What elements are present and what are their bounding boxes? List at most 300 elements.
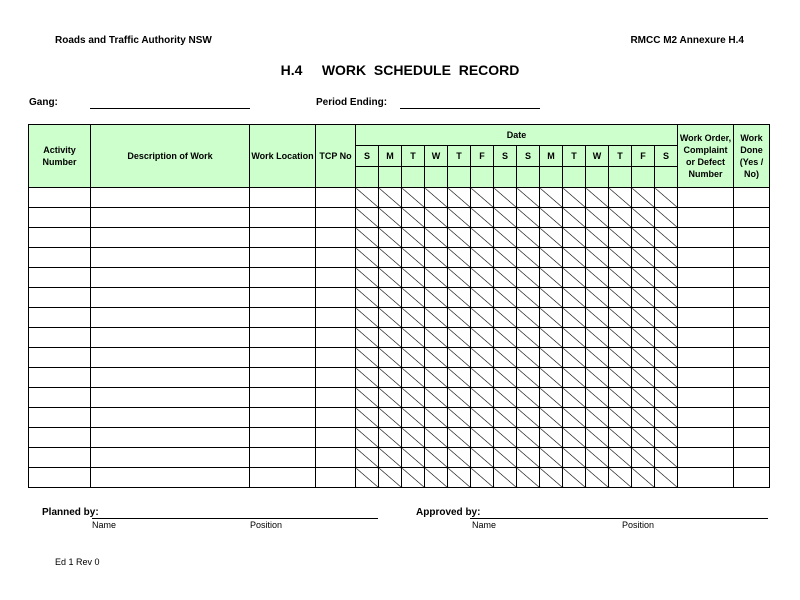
tcp-no-cell[interactable] xyxy=(316,408,356,428)
work-done-cell[interactable] xyxy=(734,368,770,388)
tcp-no-cell[interactable] xyxy=(316,348,356,368)
work-order-cell[interactable] xyxy=(678,368,734,388)
day-cell[interactable] xyxy=(586,348,609,368)
day-cell[interactable] xyxy=(448,408,471,428)
day-cell[interactable] xyxy=(517,248,540,268)
work-order-cell[interactable] xyxy=(678,408,734,428)
work-order-cell[interactable] xyxy=(678,188,734,208)
day-cell[interactable] xyxy=(632,368,655,388)
day-cell[interactable] xyxy=(356,348,379,368)
work-location-cell[interactable] xyxy=(250,468,316,488)
gang-field[interactable] xyxy=(90,108,250,109)
day-cell[interactable] xyxy=(655,288,678,308)
activity-number-cell[interactable] xyxy=(29,248,91,268)
day-cell[interactable] xyxy=(517,408,540,428)
day-cell[interactable] xyxy=(471,408,494,428)
day-cell[interactable] xyxy=(655,388,678,408)
work-done-cell[interactable] xyxy=(734,348,770,368)
period-ending-field[interactable] xyxy=(400,108,540,109)
day-cell[interactable] xyxy=(379,408,402,428)
day-cell[interactable] xyxy=(632,268,655,288)
day-cell[interactable] xyxy=(540,288,563,308)
day-cell[interactable] xyxy=(471,348,494,368)
day-cell[interactable] xyxy=(448,388,471,408)
day-cell[interactable] xyxy=(609,308,632,328)
day-cell[interactable] xyxy=(540,248,563,268)
work-location-cell[interactable] xyxy=(250,328,316,348)
day-cell[interactable] xyxy=(356,428,379,448)
day-cell[interactable] xyxy=(425,348,448,368)
day-cell[interactable] xyxy=(540,228,563,248)
work-order-cell[interactable] xyxy=(678,448,734,468)
activity-number-cell[interactable] xyxy=(29,408,91,428)
day-cell[interactable] xyxy=(563,248,586,268)
day-cell[interactable] xyxy=(425,208,448,228)
day-cell[interactable] xyxy=(471,228,494,248)
activity-number-cell[interactable] xyxy=(29,468,91,488)
day-cell[interactable] xyxy=(402,468,425,488)
day-cell[interactable] xyxy=(356,408,379,428)
work-order-cell[interactable] xyxy=(678,328,734,348)
day-cell[interactable] xyxy=(494,448,517,468)
day-cell[interactable] xyxy=(655,188,678,208)
day-cell[interactable] xyxy=(494,428,517,448)
day-cell[interactable] xyxy=(609,408,632,428)
day-cell[interactable] xyxy=(425,268,448,288)
day-cell[interactable] xyxy=(448,328,471,348)
description-cell[interactable] xyxy=(91,368,250,388)
day-cell[interactable] xyxy=(517,188,540,208)
work-done-cell[interactable] xyxy=(734,288,770,308)
work-done-cell[interactable] xyxy=(734,468,770,488)
day-cell[interactable] xyxy=(563,388,586,408)
day-cell[interactable] xyxy=(494,208,517,228)
description-cell[interactable] xyxy=(91,468,250,488)
day-cell[interactable] xyxy=(471,208,494,228)
tcp-no-cell[interactable] xyxy=(316,308,356,328)
day-cell[interactable] xyxy=(425,388,448,408)
day-cell[interactable] xyxy=(448,308,471,328)
day-cell[interactable] xyxy=(632,208,655,228)
work-order-cell[interactable] xyxy=(678,468,734,488)
day-cell[interactable] xyxy=(517,368,540,388)
day-cell[interactable] xyxy=(609,348,632,368)
work-done-cell[interactable] xyxy=(734,208,770,228)
day-cell[interactable] xyxy=(379,448,402,468)
day-cell[interactable] xyxy=(494,348,517,368)
day-cell[interactable] xyxy=(425,248,448,268)
activity-number-cell[interactable] xyxy=(29,188,91,208)
work-location-cell[interactable] xyxy=(250,228,316,248)
day-cell[interactable] xyxy=(586,408,609,428)
activity-number-cell[interactable] xyxy=(29,228,91,248)
work-location-cell[interactable] xyxy=(250,388,316,408)
day-cell[interactable] xyxy=(494,268,517,288)
day-cell[interactable] xyxy=(402,288,425,308)
activity-number-cell[interactable] xyxy=(29,288,91,308)
activity-number-cell[interactable] xyxy=(29,428,91,448)
day-cell[interactable] xyxy=(655,308,678,328)
day-cell[interactable] xyxy=(448,448,471,468)
day-cell[interactable] xyxy=(632,288,655,308)
work-order-cell[interactable] xyxy=(678,308,734,328)
activity-number-cell[interactable] xyxy=(29,268,91,288)
day-cell[interactable] xyxy=(448,288,471,308)
day-cell[interactable] xyxy=(402,388,425,408)
day-cell[interactable] xyxy=(425,328,448,348)
day-cell[interactable] xyxy=(356,248,379,268)
day-cell[interactable] xyxy=(402,208,425,228)
day-cell[interactable] xyxy=(563,228,586,248)
activity-number-cell[interactable] xyxy=(29,388,91,408)
work-done-cell[interactable] xyxy=(734,408,770,428)
day-cell[interactable] xyxy=(517,328,540,348)
day-cell[interactable] xyxy=(586,468,609,488)
day-cell[interactable] xyxy=(448,208,471,228)
day-cell[interactable] xyxy=(517,348,540,368)
day-cell[interactable] xyxy=(494,308,517,328)
day-cell[interactable] xyxy=(448,428,471,448)
work-location-cell[interactable] xyxy=(250,408,316,428)
day-cell[interactable] xyxy=(471,268,494,288)
day-cell[interactable] xyxy=(563,328,586,348)
description-cell[interactable] xyxy=(91,228,250,248)
day-cell[interactable] xyxy=(494,188,517,208)
day-cell[interactable] xyxy=(425,308,448,328)
day-cell[interactable] xyxy=(655,348,678,368)
work-order-cell[interactable] xyxy=(678,288,734,308)
day-cell[interactable] xyxy=(586,388,609,408)
day-cell[interactable] xyxy=(632,308,655,328)
day-cell[interactable] xyxy=(471,308,494,328)
day-cell[interactable] xyxy=(379,308,402,328)
day-cell[interactable] xyxy=(540,208,563,228)
day-cell[interactable] xyxy=(494,248,517,268)
day-cell[interactable] xyxy=(356,268,379,288)
day-cell[interactable] xyxy=(402,228,425,248)
day-cell[interactable] xyxy=(540,468,563,488)
day-cell[interactable] xyxy=(540,348,563,368)
tcp-no-cell[interactable] xyxy=(316,188,356,208)
day-cell[interactable] xyxy=(379,388,402,408)
day-cell[interactable] xyxy=(563,448,586,468)
day-cell[interactable] xyxy=(379,208,402,228)
work-location-cell[interactable] xyxy=(250,368,316,388)
day-cell[interactable] xyxy=(563,368,586,388)
activity-number-cell[interactable] xyxy=(29,368,91,388)
day-cell[interactable] xyxy=(540,268,563,288)
day-cell[interactable] xyxy=(471,428,494,448)
day-cell[interactable] xyxy=(609,428,632,448)
work-location-cell[interactable] xyxy=(250,348,316,368)
day-cell[interactable] xyxy=(655,268,678,288)
activity-number-cell[interactable] xyxy=(29,308,91,328)
day-cell[interactable] xyxy=(402,408,425,428)
day-cell[interactable] xyxy=(356,288,379,308)
work-done-cell[interactable] xyxy=(734,308,770,328)
tcp-no-cell[interactable] xyxy=(316,288,356,308)
day-cell[interactable] xyxy=(494,368,517,388)
work-location-cell[interactable] xyxy=(250,188,316,208)
day-cell[interactable] xyxy=(471,448,494,468)
day-cell[interactable] xyxy=(655,368,678,388)
work-done-cell[interactable] xyxy=(734,388,770,408)
day-cell[interactable] xyxy=(517,208,540,228)
work-location-cell[interactable] xyxy=(250,288,316,308)
description-cell[interactable] xyxy=(91,448,250,468)
day-cell[interactable] xyxy=(379,348,402,368)
description-cell[interactable] xyxy=(91,248,250,268)
day-cell[interactable] xyxy=(379,328,402,348)
day-cell[interactable] xyxy=(379,468,402,488)
tcp-no-cell[interactable] xyxy=(316,448,356,468)
day-cell[interactable] xyxy=(356,228,379,248)
day-cell[interactable] xyxy=(517,388,540,408)
description-cell[interactable] xyxy=(91,428,250,448)
day-cell[interactable] xyxy=(425,368,448,388)
tcp-no-cell[interactable] xyxy=(316,428,356,448)
tcp-no-cell[interactable] xyxy=(316,368,356,388)
tcp-no-cell[interactable] xyxy=(316,228,356,248)
planned-by-field[interactable] xyxy=(92,518,378,519)
day-cell[interactable] xyxy=(402,308,425,328)
day-cell[interactable] xyxy=(402,248,425,268)
description-cell[interactable] xyxy=(91,208,250,228)
day-cell[interactable] xyxy=(402,188,425,208)
activity-number-cell[interactable] xyxy=(29,448,91,468)
day-cell[interactable] xyxy=(632,248,655,268)
day-cell[interactable] xyxy=(425,288,448,308)
day-cell[interactable] xyxy=(448,248,471,268)
work-done-cell[interactable] xyxy=(734,428,770,448)
work-done-cell[interactable] xyxy=(734,248,770,268)
day-cell[interactable] xyxy=(379,228,402,248)
work-location-cell[interactable] xyxy=(250,208,316,228)
day-cell[interactable] xyxy=(632,448,655,468)
day-cell[interactable] xyxy=(586,268,609,288)
day-cell[interactable] xyxy=(609,388,632,408)
day-cell[interactable] xyxy=(448,468,471,488)
day-cell[interactable] xyxy=(540,408,563,428)
day-cell[interactable] xyxy=(379,268,402,288)
day-cell[interactable] xyxy=(448,228,471,248)
day-cell[interactable] xyxy=(563,428,586,448)
day-cell[interactable] xyxy=(655,448,678,468)
day-cell[interactable] xyxy=(655,408,678,428)
work-location-cell[interactable] xyxy=(250,268,316,288)
day-cell[interactable] xyxy=(563,268,586,288)
day-cell[interactable] xyxy=(655,428,678,448)
day-cell[interactable] xyxy=(586,448,609,468)
day-cell[interactable] xyxy=(517,288,540,308)
day-cell[interactable] xyxy=(586,368,609,388)
day-cell[interactable] xyxy=(448,368,471,388)
work-done-cell[interactable] xyxy=(734,188,770,208)
day-cell[interactable] xyxy=(632,228,655,248)
day-cell[interactable] xyxy=(494,288,517,308)
work-order-cell[interactable] xyxy=(678,388,734,408)
day-cell[interactable] xyxy=(632,468,655,488)
work-order-cell[interactable] xyxy=(678,348,734,368)
day-cell[interactable] xyxy=(586,248,609,268)
day-cell[interactable] xyxy=(425,408,448,428)
day-cell[interactable] xyxy=(471,248,494,268)
tcp-no-cell[interactable] xyxy=(316,248,356,268)
description-cell[interactable] xyxy=(91,188,250,208)
day-cell[interactable] xyxy=(425,188,448,208)
day-cell[interactable] xyxy=(425,228,448,248)
day-cell[interactable] xyxy=(402,348,425,368)
day-cell[interactable] xyxy=(425,428,448,448)
tcp-no-cell[interactable] xyxy=(316,468,356,488)
day-cell[interactable] xyxy=(402,328,425,348)
day-cell[interactable] xyxy=(402,368,425,388)
day-cell[interactable] xyxy=(379,428,402,448)
day-cell[interactable] xyxy=(494,468,517,488)
day-cell[interactable] xyxy=(425,448,448,468)
description-cell[interactable] xyxy=(91,308,250,328)
tcp-no-cell[interactable] xyxy=(316,328,356,348)
work-order-cell[interactable] xyxy=(678,428,734,448)
day-cell[interactable] xyxy=(609,188,632,208)
day-cell[interactable] xyxy=(540,388,563,408)
day-cell[interactable] xyxy=(471,328,494,348)
work-order-cell[interactable] xyxy=(678,228,734,248)
day-cell[interactable] xyxy=(563,288,586,308)
day-cell[interactable] xyxy=(540,448,563,468)
day-cell[interactable] xyxy=(356,368,379,388)
day-cell[interactable] xyxy=(563,308,586,328)
day-cell[interactable] xyxy=(379,248,402,268)
day-cell[interactable] xyxy=(586,188,609,208)
activity-number-cell[interactable] xyxy=(29,208,91,228)
day-cell[interactable] xyxy=(425,468,448,488)
work-done-cell[interactable] xyxy=(734,328,770,348)
day-cell[interactable] xyxy=(540,328,563,348)
day-cell[interactable] xyxy=(655,208,678,228)
day-cell[interactable] xyxy=(563,468,586,488)
work-order-cell[interactable] xyxy=(678,208,734,228)
work-location-cell[interactable] xyxy=(250,248,316,268)
day-cell[interactable] xyxy=(494,408,517,428)
day-cell[interactable] xyxy=(586,328,609,348)
day-cell[interactable] xyxy=(402,268,425,288)
description-cell[interactable] xyxy=(91,288,250,308)
description-cell[interactable] xyxy=(91,328,250,348)
work-done-cell[interactable] xyxy=(734,448,770,468)
day-cell[interactable] xyxy=(609,448,632,468)
day-cell[interactable] xyxy=(517,308,540,328)
description-cell[interactable] xyxy=(91,268,250,288)
day-cell[interactable] xyxy=(632,188,655,208)
day-cell[interactable] xyxy=(494,328,517,348)
day-cell[interactable] xyxy=(586,208,609,228)
work-location-cell[interactable] xyxy=(250,448,316,468)
day-cell[interactable] xyxy=(632,328,655,348)
day-cell[interactable] xyxy=(609,208,632,228)
work-order-cell[interactable] xyxy=(678,248,734,268)
day-cell[interactable] xyxy=(356,448,379,468)
day-cell[interactable] xyxy=(655,328,678,348)
day-cell[interactable] xyxy=(540,308,563,328)
day-cell[interactable] xyxy=(356,388,379,408)
day-cell[interactable] xyxy=(356,188,379,208)
day-cell[interactable] xyxy=(379,368,402,388)
day-cell[interactable] xyxy=(609,328,632,348)
day-cell[interactable] xyxy=(402,428,425,448)
day-cell[interactable] xyxy=(448,268,471,288)
day-cell[interactable] xyxy=(471,188,494,208)
day-cell[interactable] xyxy=(448,188,471,208)
day-cell[interactable] xyxy=(379,188,402,208)
work-order-cell[interactable] xyxy=(678,268,734,288)
day-cell[interactable] xyxy=(379,288,402,308)
description-cell[interactable] xyxy=(91,408,250,428)
work-location-cell[interactable] xyxy=(250,308,316,328)
work-done-cell[interactable] xyxy=(734,228,770,248)
day-cell[interactable] xyxy=(540,368,563,388)
day-cell[interactable] xyxy=(517,468,540,488)
description-cell[interactable] xyxy=(91,348,250,368)
day-cell[interactable] xyxy=(632,388,655,408)
day-cell[interactable] xyxy=(517,268,540,288)
day-cell[interactable] xyxy=(632,428,655,448)
tcp-no-cell[interactable] xyxy=(316,208,356,228)
day-cell[interactable] xyxy=(356,208,379,228)
day-cell[interactable] xyxy=(655,468,678,488)
day-cell[interactable] xyxy=(471,388,494,408)
day-cell[interactable] xyxy=(356,308,379,328)
day-cell[interactable] xyxy=(563,408,586,428)
activity-number-cell[interactable] xyxy=(29,348,91,368)
day-cell[interactable] xyxy=(586,228,609,248)
work-location-cell[interactable] xyxy=(250,428,316,448)
description-cell[interactable] xyxy=(91,388,250,408)
day-cell[interactable] xyxy=(609,248,632,268)
day-cell[interactable] xyxy=(609,268,632,288)
day-cell[interactable] xyxy=(517,428,540,448)
day-cell[interactable] xyxy=(563,208,586,228)
day-cell[interactable] xyxy=(356,328,379,348)
day-cell[interactable] xyxy=(356,468,379,488)
day-cell[interactable] xyxy=(586,308,609,328)
tcp-no-cell[interactable] xyxy=(316,388,356,408)
day-cell[interactable] xyxy=(540,188,563,208)
tcp-no-cell[interactable] xyxy=(316,268,356,288)
day-cell[interactable] xyxy=(563,188,586,208)
day-cell[interactable] xyxy=(586,288,609,308)
day-cell[interactable] xyxy=(632,408,655,428)
day-cell[interactable] xyxy=(402,448,425,468)
activity-number-cell[interactable] xyxy=(29,328,91,348)
day-cell[interactable] xyxy=(517,448,540,468)
day-cell[interactable] xyxy=(448,348,471,368)
day-cell[interactable] xyxy=(609,288,632,308)
day-cell[interactable] xyxy=(494,228,517,248)
day-cell[interactable] xyxy=(540,428,563,448)
day-cell[interactable] xyxy=(471,288,494,308)
day-cell[interactable] xyxy=(494,388,517,408)
day-cell[interactable] xyxy=(517,228,540,248)
day-cell[interactable] xyxy=(655,228,678,248)
day-cell[interactable] xyxy=(632,348,655,368)
day-cell[interactable] xyxy=(586,428,609,448)
day-cell[interactable] xyxy=(471,468,494,488)
day-cell[interactable] xyxy=(609,468,632,488)
day-cell[interactable] xyxy=(655,248,678,268)
day-cell[interactable] xyxy=(609,368,632,388)
approved-by-field[interactable] xyxy=(470,518,768,519)
